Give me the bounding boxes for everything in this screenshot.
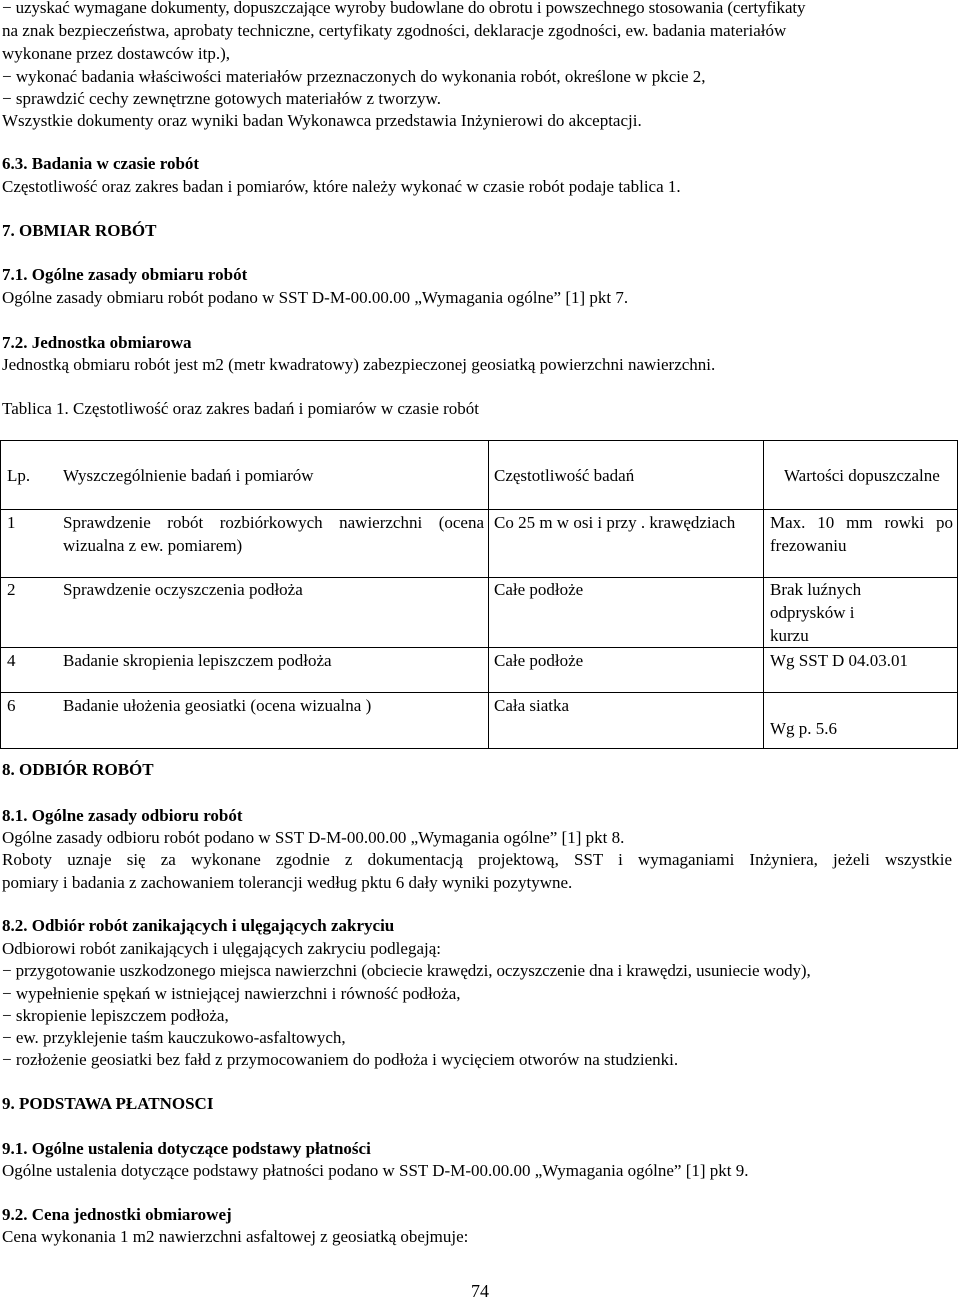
row-3-desc: Badanie skropienia lepiszczem podłoża	[57, 648, 489, 693]
section-7-1-heading: 7.1. Ogólne zasady obmiaru robót	[2, 265, 248, 284]
row-1-desc: Sprawdzenie robót rozbiórkowych nawierzchni (ocena wizualna z ew. pomiarem)	[57, 510, 489, 578]
section-9-1-heading: 9.1. Ogólne ustalenia dotyczące podstawy płatności	[2, 1139, 371, 1158]
section-8-2-intro: Odbiorowi robót zanikających i ulęgających zakryciu podlegają:	[2, 939, 441, 958]
section-7-2-text: Jednostką obmiaru robót jest m2 (metr kwadratowy) zabezpieczonej geosiatką powierzchni nawierzchni.	[2, 355, 716, 374]
section-9-1-text: Ogólne ustalenia dotyczące podstawy płatności podano w SST D-M-00.00.00 „Wymagania ogólne” [1] pkt 9.	[2, 1161, 749, 1180]
row-3-freq: Całe podłoże	[489, 648, 764, 693]
section-9-heading: 9. PODSTAWA PŁATNOSCI	[2, 1094, 214, 1113]
row-1-val: Max. 10 mm rowki po frezowaniu	[764, 510, 958, 578]
row-2-freq: Całe podłoże	[489, 578, 764, 648]
row-2-lp: 2	[1, 578, 58, 648]
section-8-1-text2-line2: pomiary i badania z zachowaniem tolerancji według pktu 6 dały wyniki pozytywne.	[2, 873, 573, 892]
section-8-2-item-1: − przygotowanie uszkodzonego miejsca nawierzchni (obciecie krawędzi, oczyszczenie dna i krawędzi, usuniecie wody),	[2, 961, 811, 980]
header-desc: Wyszczególnienie badań i pomiarów	[57, 441, 489, 510]
section-9-2-heading: 9.2. Cena jednostki obmiarowej	[2, 1205, 232, 1224]
table-row	[1, 510, 958, 578]
row-2-desc: Sprawdzenie oczyszczenia podłoża	[57, 578, 489, 648]
top-list-line-5: − sprawdzić cechy zewnętrzne gotowych materiałów z tworzyw.	[2, 89, 441, 108]
row-4-val: Wg p. 5.6	[764, 693, 958, 749]
row-2-val: Brak luźnych odprysków i kurzu	[764, 578, 958, 648]
row-1-lp: 1	[1, 510, 58, 578]
top-list-line-4: − wykonać badania właściwości materiałów przeznaczonych do wykonania robót, określone w pkcie 2,	[2, 67, 706, 86]
table-row	[1, 693, 958, 749]
section-7-1-text: Ogólne zasady obmiaru robót podano w SST D-M-00.00.00 „Wymagania ogólne” [1] pkt 7.	[2, 288, 629, 307]
top-list-line-6: Wszystkie dokumenty oraz wyniki badan Wykonawca przedstawia Inżynierowi do akceptacji.	[2, 111, 642, 130]
section-8-2-item-5: − rozłożenie geosiatki bez fałd z przymocowaniem do podłoża i wycięciem otworów na studzienki.	[2, 1050, 679, 1069]
row-3-lp: 4	[1, 648, 58, 693]
section-8-2-item-4: − ew. przyklejenie taśm kauczukowo-asfaltowych,	[2, 1028, 346, 1047]
frequency-table	[0, 440, 958, 749]
row-4-desc: Badanie ułożenia geosiatki (ocena wizualna )	[57, 693, 489, 749]
top-list-line-2: na znak bezpieczeństwa, aprobaty techniczne, certyfikaty zgodności, deklaracje zgodności, ew. badania materiałów	[2, 21, 787, 40]
row-4-freq: Cała siatka	[489, 693, 764, 749]
page-number: 74	[471, 1281, 489, 1301]
row-3-val: Wg SST D 04.03.01	[764, 648, 958, 693]
row-4-lp: 6	[1, 693, 58, 749]
section-8-2-item-2: − wypełnienie spękań w istniejącej nawierzchni i równość podłoża,	[2, 984, 461, 1003]
top-list-line-3: wykonane przez dostawców itp.),	[2, 44, 231, 63]
table-row	[1, 648, 958, 693]
section-8-1-text: Ogólne zasady odbioru robót podano w SST D-M-00.00.00 „Wymagania ogólne” [1] pkt 8.	[2, 828, 625, 847]
header-freq: Częstotliwość badań	[489, 441, 764, 510]
section-6-3-heading: 6.3. Badania w czasie robót	[2, 154, 200, 173]
section-6-3-text: Częstotliwość oraz zakres badan i pomiarów, które należy wykonać w czasie robót podaje tablica 1.	[2, 177, 681, 196]
table-caption: Tablica 1. Częstotliwość oraz zakres badań i pomiarów w czasie robót	[2, 399, 479, 418]
section-8-1-heading: 8.1. Ogólne zasady odbioru robót	[2, 806, 243, 825]
top-list-line-1: − uzyskać wymagane dokumenty, dopuszczające wyroby budowlane do obrotu i powszechnego stosowania (certyfikaty	[2, 0, 806, 17]
section-8-2-heading: 8.2. Odbiór robót zanikających i ulęgających zakryciu	[2, 916, 395, 935]
section-8-1-text2-line1: Roboty uznaje się za wykonane zgodnie z dokumentacją projektową, SST i wymaganiami Inżyniera, jeżeli wszystkie	[2, 850, 952, 869]
header-lp: Lp.	[1, 441, 58, 510]
section-7-2-heading: 7.2. Jednostka obmiarowa	[2, 333, 192, 352]
table-row	[1, 578, 958, 648]
section-7-heading: 7. OBMIAR ROBÓT	[2, 221, 157, 240]
section-9-2-text: Cena wykonania 1 m2 nawierzchni asfaltowej z geosiatką obejmuje:	[2, 1227, 469, 1246]
row-1-freq: Co 25 m w osi i przy . krawędziach	[489, 510, 764, 578]
header-val: Wartości dopuszczalne	[764, 441, 958, 510]
table-header-row	[1, 441, 958, 510]
section-8-heading: 8. ODBIÓR ROBÓT	[2, 760, 154, 779]
section-8-2-item-3: − skropienie lepiszczem podłoża,	[2, 1006, 229, 1025]
